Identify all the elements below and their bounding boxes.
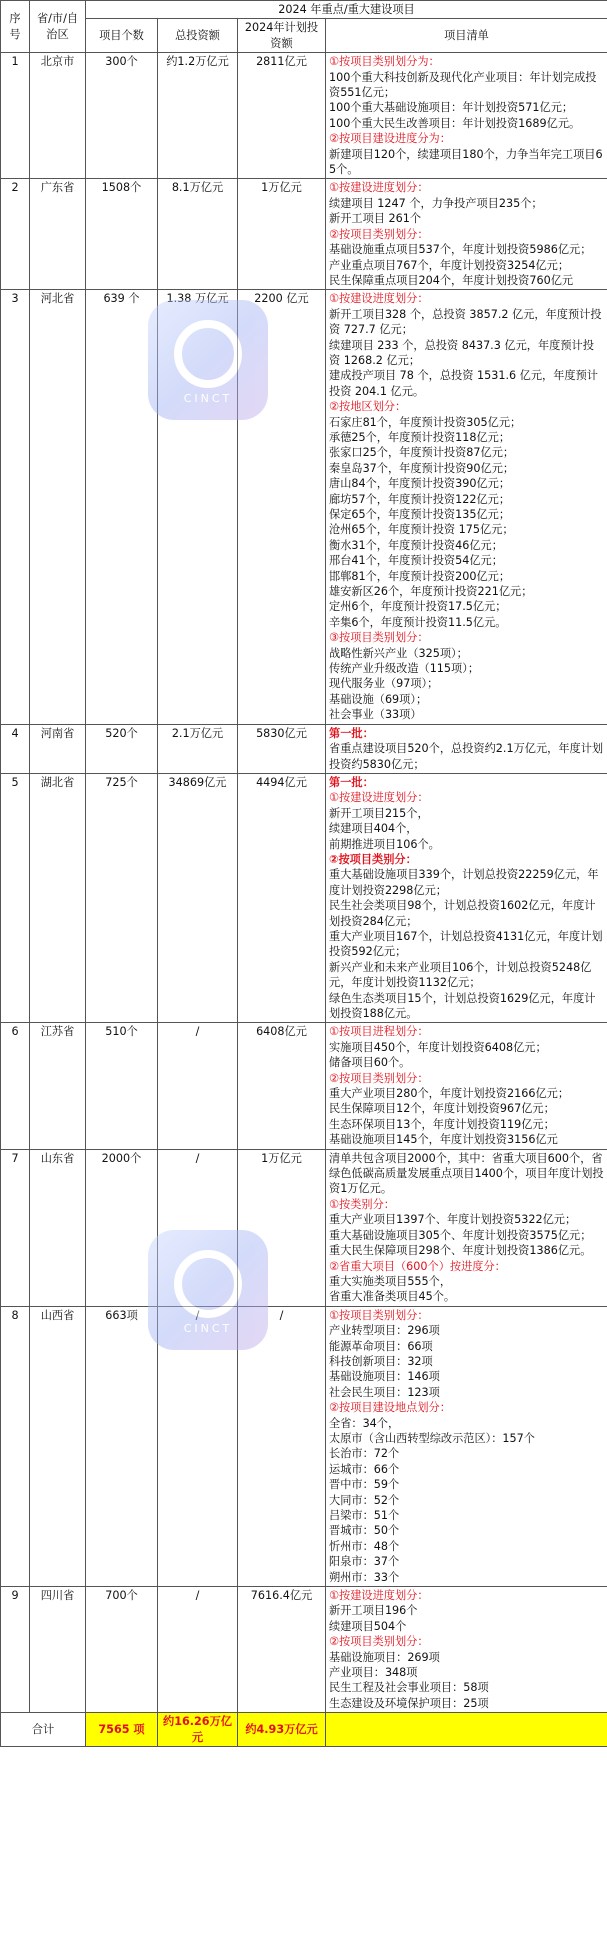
project-list-line: 社会事业（33项） <box>329 708 422 722</box>
row-project-list <box>326 179 607 290</box>
table-row <box>1 1149 607 1306</box>
project-list-line: 雄安新区26个，年度预计投资221亿元； <box>329 585 533 599</box>
row-plan: 2200 亿元 <box>238 290 326 724</box>
project-list-line: 实施项目450个，年度计划投资6408亿元； <box>329 1040 547 1054</box>
row-project-list <box>326 1023 607 1149</box>
table-body <box>1 53 607 1713</box>
total-label: 合计 <box>1 1713 86 1747</box>
project-list-line: 运城市：66个 <box>329 1462 400 1476</box>
row-region: 湖北省 <box>30 773 86 1023</box>
row-seq: 5 <box>1 773 30 1023</box>
row-seq: 4 <box>1 724 30 773</box>
header-list: 项目清单 <box>326 19 607 53</box>
project-list-line: 新开工项目 261个 <box>329 212 422 226</box>
project-list-line: ①按项目进程划分： <box>329 1025 429 1039</box>
table-row <box>1 773 607 1023</box>
row-plan: 6408亿元 <box>238 1023 326 1149</box>
project-list-line: 张家口25个，年度预计投资87亿元； <box>329 446 515 460</box>
row-project-list <box>326 1306 607 1586</box>
project-list-line: 朔州市：33个 <box>329 1570 400 1584</box>
project-list-line: ②按项目类别分： <box>329 852 417 866</box>
project-list-line: ②按项目类别划分： <box>329 1071 429 1085</box>
project-list-line: 邢台41个，年度预计投资54亿元； <box>329 554 503 568</box>
watermark-logo-text: CINCT <box>183 1322 233 1335</box>
project-list-line: 定州6个，年度预计投资17.5亿元； <box>329 600 507 614</box>
project-list-line: 储备项目60个。 <box>329 1056 411 1070</box>
project-list-line: 唐山84个，年度预计投资390亿元； <box>329 477 511 491</box>
table-row <box>1 179 607 290</box>
project-list-line: 基础设施项目145个，年度计划投资3156亿元 <box>329 1133 558 1147</box>
project-list-line: 长治市：72个 <box>329 1447 400 1461</box>
row-seq: 3 <box>1 290 30 724</box>
watermark-logo <box>148 300 268 420</box>
header-region: 省/市/自治区 <box>30 1 86 53</box>
project-list-line: 大同市：52个 <box>329 1493 400 1507</box>
row-total: / <box>158 1149 238 1306</box>
row-total: 约1.2万亿元 <box>158 53 238 179</box>
header-seq: 序号 <box>1 1 30 53</box>
project-list-line: 重大民生保障项目298个、年度计划投资1386亿元。 <box>329 1244 592 1258</box>
total-investment: 约16.26万亿元 <box>158 1713 238 1747</box>
project-list-line: ①按类别分： <box>329 1197 395 1211</box>
header-group: 2024 年重点/重大建设项目 <box>86 1 607 19</box>
table-row <box>1 724 607 773</box>
project-list-line: 吕梁市：51个 <box>329 1509 400 1522</box>
project-list-line: 重大产业项目1397个、年度计划投资5322亿元； <box>329 1213 577 1227</box>
project-list-line: ①按建设进度划分： <box>329 791 429 805</box>
row-region: 山东省 <box>30 1149 86 1306</box>
project-list-line: 100个重大科技创新及现代化产业项目：年计划完成投资551亿元； <box>329 70 597 100</box>
total-count: 7565 项 <box>86 1713 158 1747</box>
project-list-line: 廊坊57个，年度预计投资122亿元； <box>329 492 511 506</box>
row-plan: 5830亿元 <box>238 724 326 773</box>
project-list-line: 续建项目404个， <box>329 822 418 836</box>
watermark-logo <box>148 1230 268 1350</box>
row-region: 江苏省 <box>30 1023 86 1149</box>
project-list-line: 太原市（含山西转型综改示范区）：157个 <box>329 1431 535 1445</box>
table-row <box>1 290 607 724</box>
project-list-line: 第一批： <box>329 726 374 740</box>
row-project-list <box>326 724 607 773</box>
row-region: 广东省 <box>30 179 86 290</box>
project-list-line: 产业转型项目：296项 <box>329 1324 440 1338</box>
row-total: 1.38 万亿元 <box>158 290 238 724</box>
project-list-line: 重大产业项目280个，年度计划投资2166亿元； <box>329 1087 570 1101</box>
row-count: 520个 <box>86 724 158 773</box>
project-list-line: 基础设施重点项目537个，年度计划投资5986亿元； <box>329 243 592 257</box>
project-list-line: 建成投产项目 78 个，总投资 1531.6 亿元，年度预计投资 204.1 亿元。 <box>329 369 598 398</box>
project-list-line: 全省：34个， <box>329 1416 400 1430</box>
table-row <box>1 1587 607 1713</box>
row-region: 河北省 <box>30 290 86 724</box>
row-plan: 2811亿元 <box>238 53 326 179</box>
project-list-line: ①按建设进度划分： <box>329 292 429 306</box>
watermark-ring-icon <box>174 320 242 388</box>
row-seq: 9 <box>1 1587 30 1713</box>
row-count: 1508个 <box>86 179 158 290</box>
table-row <box>1 53 607 179</box>
project-list-line: 民生保障重点项目204个，年度计划投资760亿元 <box>329 273 574 287</box>
project-list-line: 省重大准备类项目45个。 <box>329 1290 456 1304</box>
project-list-line: 续建项目 233 个，总投资 8437.3 亿元，年度预计投资 1268.2 亿元； <box>329 338 594 367</box>
row-region: 山西省 <box>30 1306 86 1586</box>
project-list-line: ②按地区划分： <box>329 400 407 414</box>
project-list-line: 邯郸81个，年度预计投资200亿元； <box>329 569 511 583</box>
project-list-line: 新开工项目328 个，总投资 3857.2 亿元，年度预计投资 727.7 亿元； <box>329 307 602 337</box>
watermark-logo-text: CINCT <box>183 392 233 405</box>
project-list-line: 能源革命项目：66项 <box>329 1339 433 1353</box>
row-region: 四川省 <box>30 1587 86 1713</box>
row-count: 300个 <box>86 53 158 179</box>
project-list-line: 重大基础设施项目305个、年度计划投资3575亿元； <box>329 1228 592 1242</box>
row-plan: 1万亿元 <box>238 1149 326 1306</box>
project-list-line: 现代服务业（97项）； <box>329 677 439 691</box>
row-count: 510个 <box>86 1023 158 1149</box>
row-seq: 2 <box>1 179 30 290</box>
project-list-line: 省重点建设项目520个，总投资约2.1万亿元，年度计划投资约5830亿元； <box>329 742 604 771</box>
row-region: 河南省 <box>30 724 86 773</box>
project-list-line: 基础设施项目：146项 <box>329 1370 440 1384</box>
project-list-line: 秦皇岛37个，年度预计投资90亿元； <box>329 461 515 475</box>
project-list-line: ②省重大项目（600个）按进度分： <box>329 1259 506 1273</box>
project-list-line: 沧州65个，年度预计投资 175亿元； <box>329 523 514 537</box>
project-list-line: 第一批： <box>329 775 374 789</box>
row-total: / <box>158 1587 238 1713</box>
row-seq: 6 <box>1 1023 30 1149</box>
project-list-line: 阳泉市：37个 <box>329 1555 400 1569</box>
project-list-line: 辛集6个，年度预计投资11.5亿元。 <box>329 615 507 629</box>
table-row <box>1 1306 607 1586</box>
watermark-ring-icon <box>174 1250 242 1318</box>
project-list-line: 传统产业升级改造（115项）； <box>329 662 480 676</box>
project-list-line: 重大实施类项目555个， <box>329 1274 452 1288</box>
project-list-line: 晋中市：59个 <box>329 1478 400 1492</box>
project-list-line: ②按项目建设地点划分： <box>329 1401 451 1415</box>
row-total: 34869亿元 <box>158 773 238 1023</box>
row-project-list <box>326 290 607 724</box>
row-count: 639 个 <box>86 290 158 724</box>
project-list-line: ②按项目类别划分： <box>329 227 429 241</box>
row-count: 700个 <box>86 1587 158 1713</box>
row-count: 663项 <box>86 1306 158 1586</box>
row-total: 2.1万亿元 <box>158 724 238 773</box>
row-project-list <box>326 773 607 1023</box>
project-list-line: ①按项目类别划分： <box>329 1308 429 1322</box>
project-list-line: 石家庄81个，年度预计投资305亿元； <box>329 415 522 429</box>
row-seq: 7 <box>1 1149 30 1306</box>
project-list-line: 产业重点项目767个，年度计划投资3254亿元； <box>329 258 570 272</box>
project-list-line: 重大产业项目167个，计划总投资4131亿元，年度计划投资592亿元； <box>329 929 603 959</box>
row-project-list <box>326 1149 607 1306</box>
project-list-line: ①按建设进度划分： <box>329 181 429 195</box>
project-list-line: 新建项目120个，续建项目180个，力争当年完工项目65个。 <box>329 147 603 177</box>
project-list-line: 科技创新项目：32项 <box>329 1354 433 1368</box>
row-plan: 1万亿元 <box>238 179 326 290</box>
project-list-line: 100个重大基础设施项目：年计划投资571亿元； <box>329 101 574 115</box>
project-list-line: 生态建设及环境保护项目：25项 <box>329 1696 489 1710</box>
project-list-line: 生态环保项目13个，年度计划投资119亿元； <box>329 1117 555 1131</box>
project-list-line: 续建项目504个 <box>329 1619 407 1633</box>
total-plan: 约4.93万亿元 <box>238 1713 326 1747</box>
row-seq: 8 <box>1 1306 30 1586</box>
project-list-line: 新开工项目196个 <box>329 1604 418 1618</box>
project-list-line: ②按项目建设进度分为： <box>329 132 451 146</box>
project-list-line: 100个重大民生改善项目：年计划投资1689亿元。 <box>329 116 581 130</box>
header-total: 总投资额 <box>158 19 238 53</box>
row-region: 北京市 <box>30 53 86 179</box>
project-list-line: 保定65个，年度预计投资135亿元； <box>329 508 511 521</box>
project-list-line: 民生保障项目12个，年度计划投资967亿元； <box>329 1102 555 1116</box>
row-total: / <box>158 1306 238 1586</box>
project-list-line: 绿色生态类项目15个，计划总投资1629亿元，年度计划投资188亿元。 <box>329 991 596 1020</box>
row-total: / <box>158 1023 238 1149</box>
project-list-line: ①按项目类别划分为： <box>329 55 440 69</box>
row-plan: / <box>238 1306 326 1586</box>
project-list-line: 新开工项目215个， <box>329 806 429 820</box>
row-project-list <box>326 1587 607 1713</box>
project-list-line: 重大基础设施项目339个，计划总投资22259亿元，年度计划投资2298亿元； <box>329 868 599 897</box>
project-list-line: 基础设施项目：269项 <box>329 1650 440 1664</box>
project-list-line: 衡水31个，年度预计投资46亿元； <box>329 538 503 552</box>
row-plan: 7616.4亿元 <box>238 1587 326 1713</box>
project-list-line: 社会民生项目：123项 <box>329 1385 440 1399</box>
row-seq: 1 <box>1 53 30 179</box>
project-list-line: 忻州市：48个 <box>329 1539 400 1553</box>
project-list-line: 承德25个，年度预计投资118亿元； <box>329 430 511 444</box>
project-list-line: 战略性新兴产业（325项）； <box>329 646 468 660</box>
project-list-line: ②按项目类别划分： <box>329 1635 429 1649</box>
project-list-line: ①按建设进度划分： <box>329 1589 429 1603</box>
total-empty <box>326 1713 607 1747</box>
table-row <box>1 1023 607 1149</box>
row-total: 8.1万亿元 <box>158 179 238 290</box>
header-count: 项目个数 <box>86 19 158 53</box>
total-row <box>1 1713 607 1747</box>
header-plan: 2024年计划投资额 <box>238 19 326 53</box>
project-list-line: 晋城市：50个 <box>329 1524 400 1538</box>
project-list-line: ③按项目类别划分： <box>329 631 429 645</box>
row-count: 725个 <box>86 773 158 1023</box>
row-project-list <box>326 53 607 179</box>
project-list-line: 产业项目：348项 <box>329 1666 418 1680</box>
row-count: 2000个 <box>86 1149 158 1306</box>
project-list-line: 前期推进项目106个。 <box>329 837 440 851</box>
project-list-line: 民生工程及社会事业项目：58项 <box>329 1681 489 1695</box>
project-list-line: 民生社会类项目98个，计划总投资1602亿元，年度计划投资284亿元； <box>329 899 596 928</box>
project-list-line: 清单共包含项目2000个，其中：省重大项目600个，省绿色低碳高质量发展重点项目1400个，项目年度计划投资1万亿元。 <box>329 1151 604 1196</box>
project-list-line: 新兴产业和未来产业项目106个，计划总投资5248亿元，年度计划投资1132亿元； <box>329 960 592 990</box>
project-list-line: 基础设施（69项）； <box>329 692 428 706</box>
row-plan: 4494亿元 <box>238 773 326 1023</box>
project-list-line: 续建项目 1247 个，力争投产项目235个； <box>329 196 543 210</box>
